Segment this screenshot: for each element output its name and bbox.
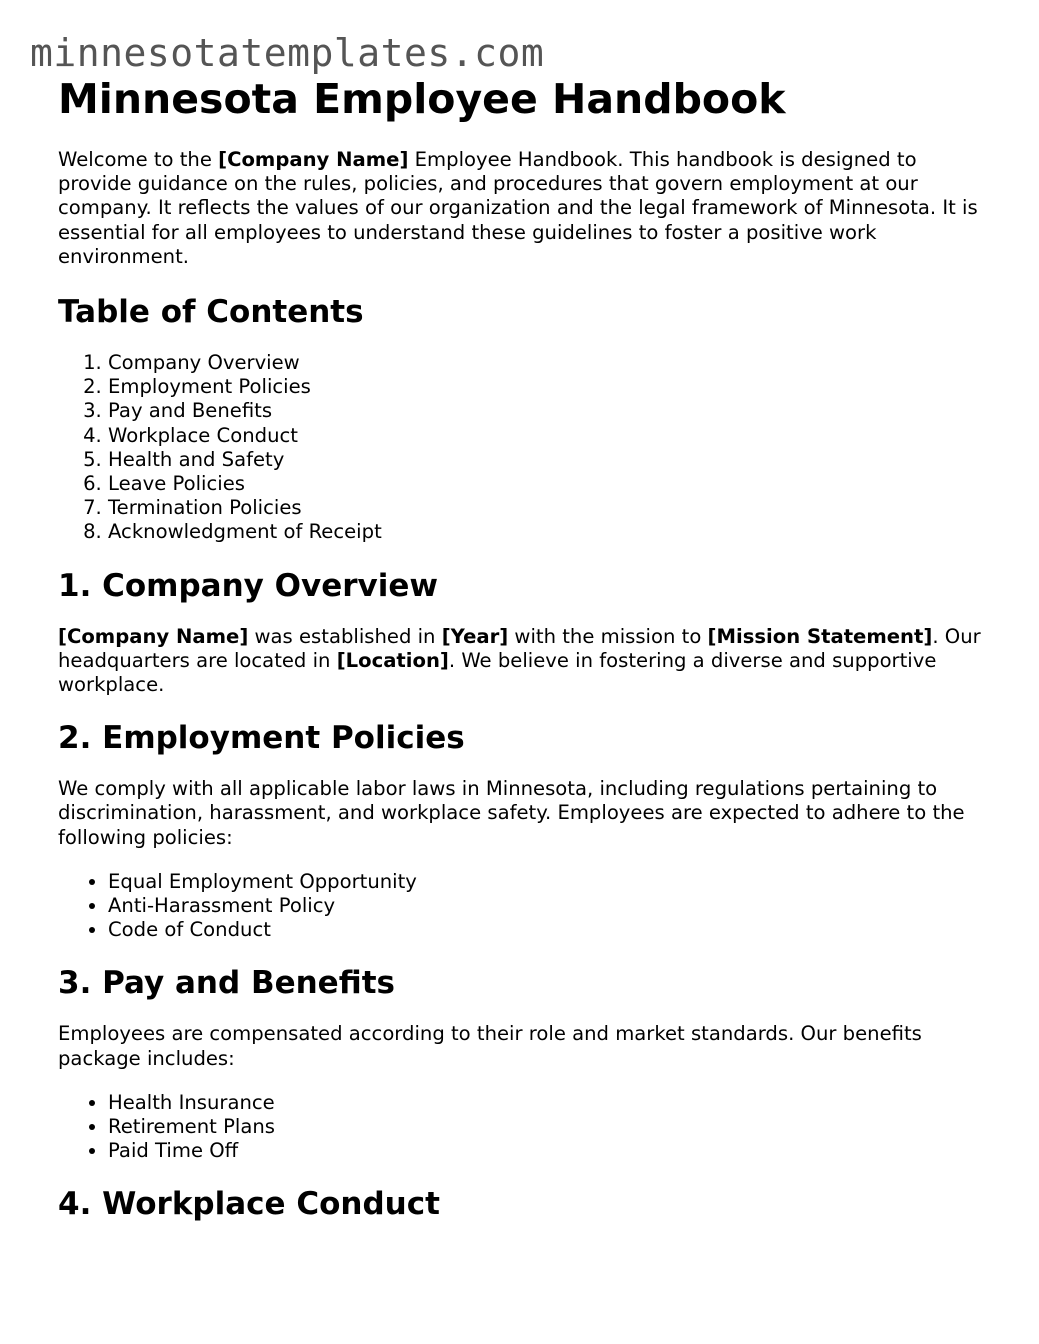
section-heading-company-overview: 1. Company Overview bbox=[58, 567, 439, 604]
overview-text: . We believe in fostering a diverse and supportive workplace. bbox=[58, 648, 937, 697]
overview-text: was established in bbox=[248, 624, 442, 648]
list-item: • Health Insurance bbox=[108, 1091, 993, 1115]
company-overview-paragraph bbox=[58, 625, 993, 698]
employment-policies-list bbox=[58, 870, 993, 943]
intro-prefix: Welcome to the bbox=[58, 148, 219, 171]
page-title: Minnesota Employee Handbook bbox=[58, 75, 786, 123]
watermark: minnesotatemplates.com bbox=[30, 31, 545, 75]
overview-text: . Our headquarters are located in bbox=[58, 624, 981, 672]
intro-paragraph bbox=[58, 148, 993, 269]
section-heading-pay-benefits: 3. Pay and Benefits bbox=[58, 965, 395, 1002]
toc-list bbox=[58, 351, 993, 545]
location-placeholder: [Location] bbox=[336, 648, 449, 672]
toc-item: 2. Employment Policies bbox=[108, 375, 993, 399]
employment-policies-paragraph: We comply with all applicable labor laws in Minnesota, including regulations pertaining to discrimination, harassment, and workplace safety. Employees are expected to adhere to the following policies: bbox=[58, 777, 965, 849]
pay-benefits-paragraph: Employees are compensated according to their role and market standards. Our benefits package includes: bbox=[58, 1022, 922, 1070]
company-name-placeholder: [Company Name] bbox=[58, 624, 249, 648]
toc-item: 1. Company Overview bbox=[108, 351, 993, 375]
list-item: • Equal Employment Opportunity bbox=[108, 870, 993, 894]
toc-heading: Table of Contents bbox=[58, 294, 364, 331]
overview-text: with the mission to bbox=[508, 624, 708, 648]
list-item: • Retirement Plans bbox=[108, 1115, 993, 1139]
section-heading-workplace-conduct: 4. Workplace Conduct bbox=[58, 1186, 440, 1223]
benefits-list bbox=[58, 1091, 993, 1164]
toc-item: 5. Health and Safety bbox=[108, 448, 993, 472]
toc-item: 7. Termination Policies bbox=[108, 496, 993, 520]
list-item: • Anti-Harassment Policy bbox=[108, 894, 993, 918]
section-heading-employment-policies: 2. Employment Policies bbox=[58, 720, 465, 757]
mission-placeholder: [Mission Statement] bbox=[707, 624, 933, 648]
toc-item: 6. Leave Policies bbox=[108, 472, 993, 496]
list-item: • Code of Conduct bbox=[108, 918, 993, 942]
intro-suffix: Employee Handbook. This handbook is designed to provide guidance on the rules, policies, and procedures that govern employment at our company. It reflects the values of our organization and the legal framework of Minnesota. It is essential for all employees to understand these guidelines to foster a positive work environment. bbox=[58, 148, 978, 268]
document-body bbox=[58, 74, 993, 1223]
company-name-placeholder: [Company Name] bbox=[218, 148, 409, 171]
toc-item: 3. Pay and Benefits bbox=[108, 399, 993, 423]
year-placeholder: [Year] bbox=[441, 624, 509, 648]
list-item: • Paid Time Off bbox=[108, 1139, 993, 1163]
toc-item: 8. Acknowledgment of Receipt bbox=[108, 520, 993, 544]
toc-item: 4. Workplace Conduct bbox=[108, 424, 993, 448]
